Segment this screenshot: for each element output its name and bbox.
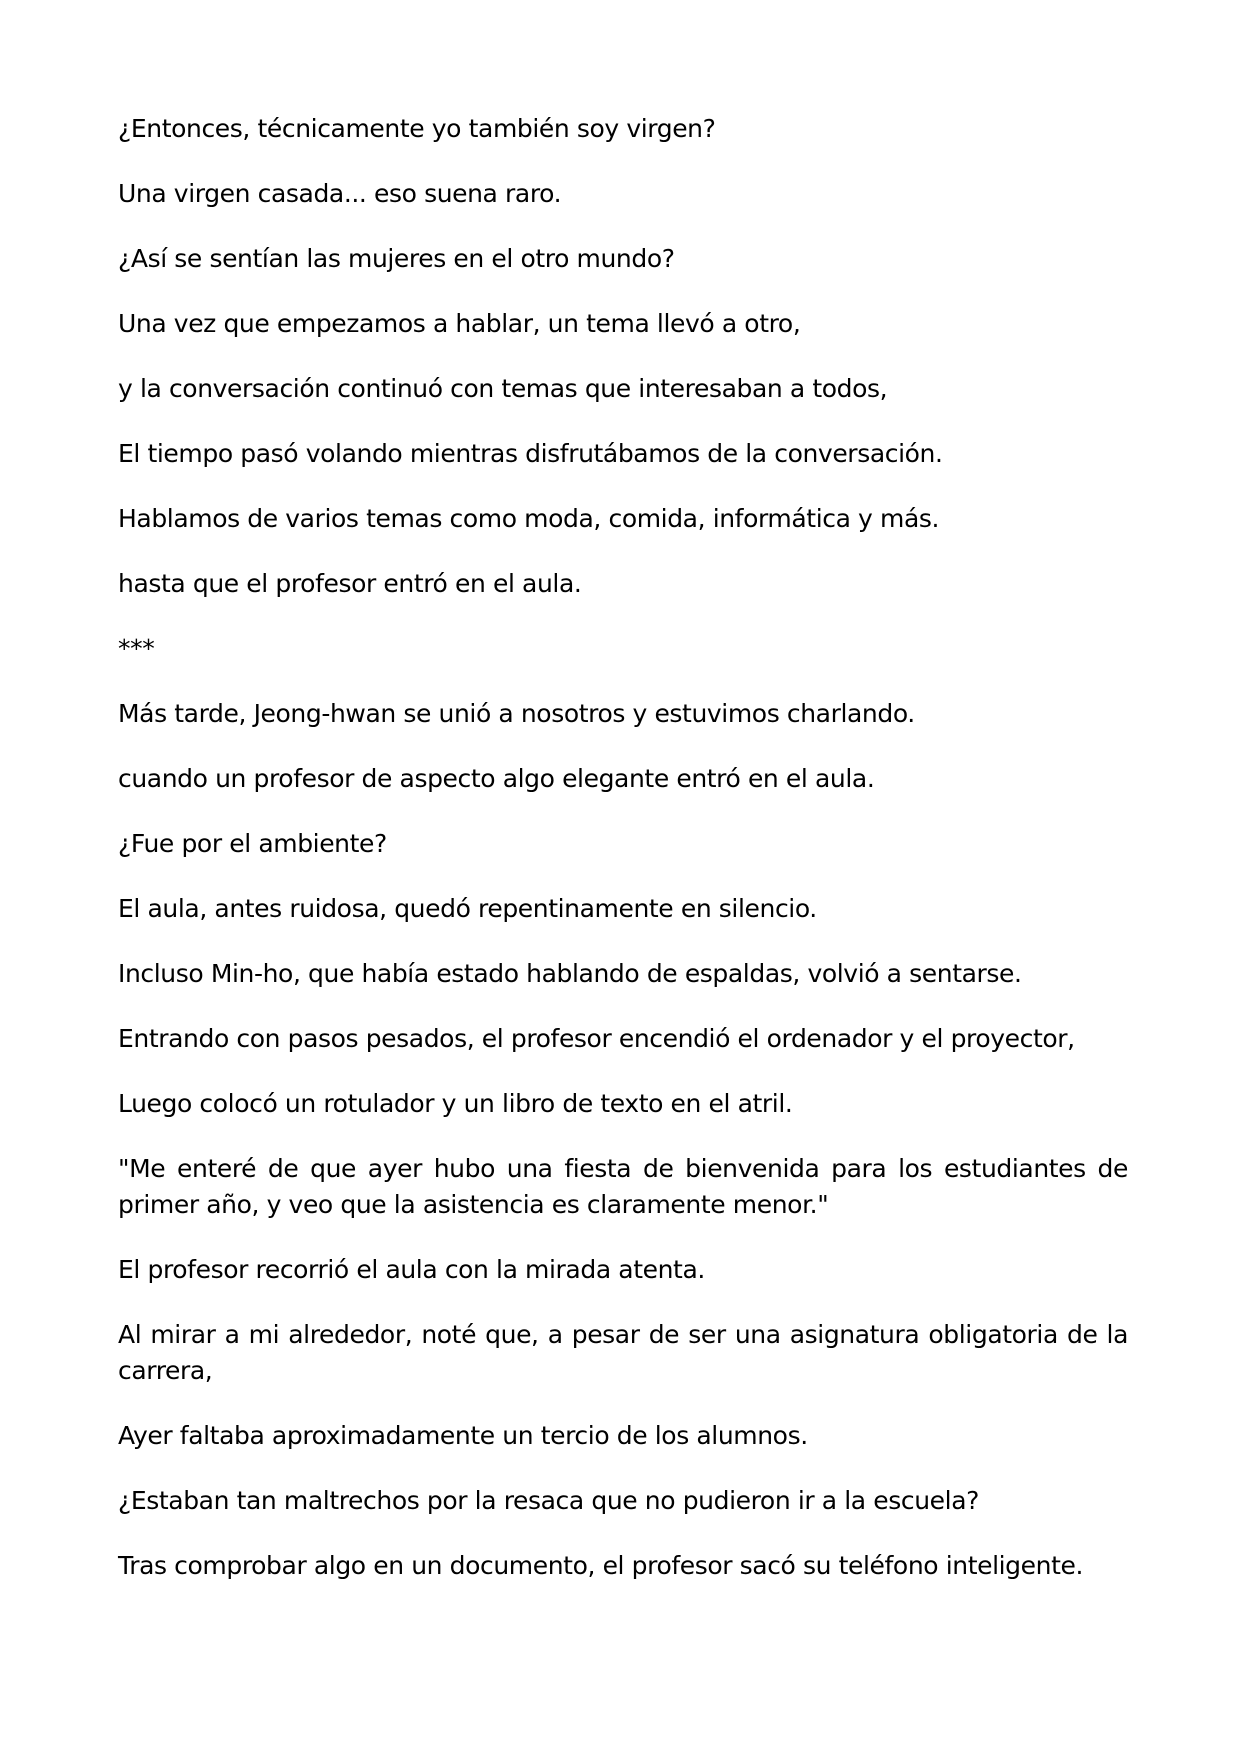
paragraph: Incluso Min-ho, que había estado hablando de espaldas, volvió a sentarse. <box>118 959 1022 988</box>
paragraph: ¿Estaban tan maltrechos por la resaca que no pudieron ir a la escuela? <box>118 1486 979 1515</box>
paragraph: El tiempo pasó volando mientras disfrutábamos de la conversación. <box>118 439 943 468</box>
paragraph: "Me enteré de que ayer hubo una fiesta de bienvenida para los estudiantes de primer año, y veo que la asistencia es claramente menor." <box>118 1154 1128 1219</box>
paragraph: ¿Entonces, técnicamente yo también soy virgen? <box>118 114 716 143</box>
paragraph: Más tarde, Jeong-hwan se unió a nosotros y estuvimos charlando. <box>118 699 915 728</box>
paragraph: Una vez que empezamos a hablar, un tema llevó a otro, <box>118 309 801 338</box>
paragraph: hasta que el profesor entró en el aula. <box>118 569 582 598</box>
document-page <box>118 111 1128 1613</box>
paragraph: y la conversación continuó con temas que interesaban a todos, <box>118 374 888 403</box>
paragraph: Entrando con pasos pesados, el profesor encendió el ordenador y el proyector, <box>118 1024 1075 1053</box>
paragraph: cuando un profesor de aspecto algo elegante entró en el aula. <box>118 764 875 793</box>
paragraph: ¿Así se sentían las mujeres en el otro mundo? <box>118 244 675 273</box>
paragraph: Al mirar a mi alrededor, noté que, a pesar de ser una asignatura obligatoria de la carrera, <box>118 1320 1128 1385</box>
paragraph: Hablamos de varios temas como moda, comida, informática y más. <box>118 504 940 533</box>
paragraph: Tras comprobar algo en un documento, el profesor sacó su teléfono inteligente. <box>118 1551 1084 1580</box>
paragraph: El aula, antes ruidosa, quedó repentinamente en silencio. <box>118 894 817 923</box>
paragraph: Luego colocó un rotulador y un libro de texto en el atril. <box>118 1089 793 1118</box>
paragraph: ¿Fue por el ambiente? <box>118 829 387 858</box>
scene-break: *** <box>118 634 155 663</box>
paragraph: El profesor recorrió el aula con la mirada atenta. <box>118 1255 705 1284</box>
paragraph: Una virgen casada... eso suena raro. <box>118 179 562 208</box>
paragraph: Ayer faltaba aproximadamente un tercio de los alumnos. <box>118 1421 808 1450</box>
